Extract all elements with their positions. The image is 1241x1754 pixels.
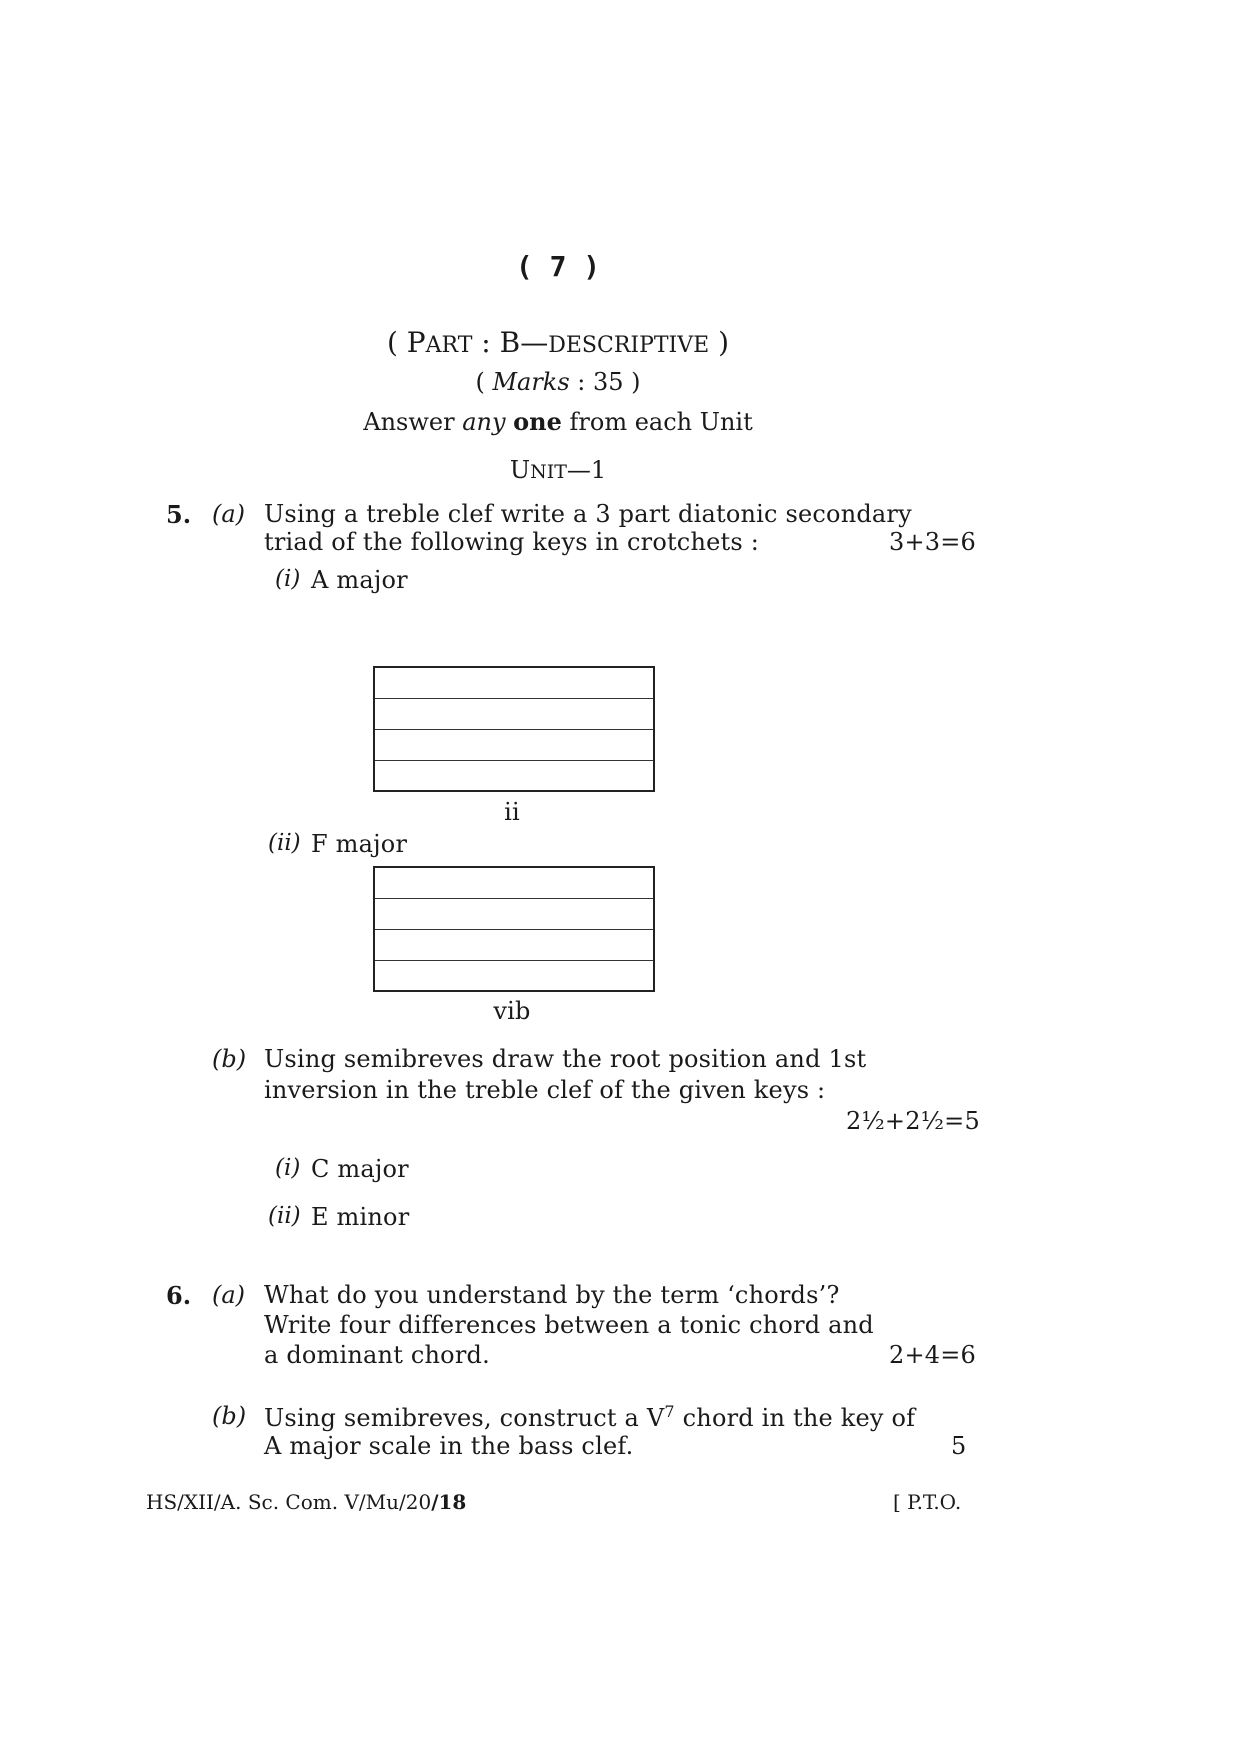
chord-label-ii: ii [504, 798, 520, 826]
instruction [363, 407, 753, 436]
staff-line [375, 898, 653, 899]
page-number: ( 7 ) [515, 250, 601, 283]
q6b-line1-sup: 7 [664, 1402, 675, 1421]
staff-line [375, 729, 653, 730]
q6a-marks: 2+4=6 [889, 1341, 977, 1369]
q6b-label: (b) [212, 1402, 247, 1430]
part-colon: : B— [472, 326, 549, 359]
footer-pto: [ P.T.O. [893, 1490, 962, 1514]
q5a-marks: 3+3=6 [889, 528, 977, 556]
staff-line [375, 760, 653, 761]
footer-code-text: HS/XII/A. Sc. Com. V/Mu/20 [146, 1490, 432, 1514]
q5a-label: (a) [212, 500, 246, 528]
q5b-label: (b) [212, 1045, 247, 1073]
q6a-line3: a dominant chord. [264, 1341, 490, 1369]
marks-sep: : 35 ) [569, 368, 641, 396]
q5a-line1: Using a treble clef write a 3 part diatonic secondary [264, 500, 912, 528]
q5b-ii-text: E minor [311, 1203, 410, 1231]
q5b-i-label: (i) [275, 1155, 301, 1181]
part-close: ) [709, 326, 730, 359]
marks-open: ( [475, 368, 493, 396]
q5a-ii-label: (ii) [268, 830, 301, 856]
q6a-label: (a) [212, 1281, 246, 1309]
staff-line [375, 960, 653, 961]
q6a-line2: Write four differences between a tonic chord and [264, 1311, 874, 1339]
unit-rest: NIT [530, 461, 567, 483]
q5a-i-text: A major [311, 566, 408, 594]
q5a-i-label: (i) [275, 566, 301, 592]
footer-code-bold: /18 [431, 1490, 467, 1514]
marks-label: Marks [492, 368, 570, 396]
q5b-ii-label: (ii) [268, 1203, 301, 1229]
part-desc: DESCRIPTIVE [548, 333, 710, 358]
music-staff-a-major [373, 666, 655, 792]
instruction-one: one [513, 407, 562, 436]
q5b-i-text: C major [311, 1155, 409, 1183]
unit-num: —1 [566, 456, 607, 484]
staff-line [375, 929, 653, 930]
q5b-marks: 2½+2½=5 [846, 1107, 980, 1135]
q6b-line2: A major scale in the bass clef. [264, 1432, 634, 1460]
q6b-line1 [264, 1402, 915, 1432]
unit-heading [510, 456, 606, 484]
q6b-marks: 5 [951, 1432, 967, 1460]
q5b-line2: inversion in the treble clef of the given keys : [264, 1076, 826, 1104]
q6b-line1-post: chord in the key of [674, 1404, 916, 1432]
music-staff-f-major [373, 866, 655, 992]
q5a-line2: triad of the following keys in crotchets : [264, 528, 759, 556]
question-6-number: 6. [166, 1281, 192, 1310]
staff-line [375, 698, 653, 699]
instruction-any: any [462, 408, 506, 436]
marks-line [475, 368, 640, 396]
part-rest: ART [425, 333, 473, 358]
instruction-pre: Answer [363, 408, 463, 436]
part-cap: P [406, 326, 426, 359]
q5b-line1: Using semibreves draw the root position and 1st [264, 1045, 867, 1073]
q6a-line1: What do you understand by the term ‘chords’? [264, 1281, 840, 1309]
footer-code [146, 1490, 466, 1514]
part-open: ( [386, 326, 407, 359]
unit-cap: U [509, 456, 531, 484]
chord-label-vib: vib [493, 997, 531, 1025]
part-heading [387, 326, 729, 359]
question-5-number: 5. [166, 500, 192, 529]
q6b-line1-pre: Using semibreves, construct a V [264, 1404, 665, 1432]
q5a-ii-text: F major [311, 830, 408, 858]
instruction-post: from each Unit [561, 408, 753, 436]
